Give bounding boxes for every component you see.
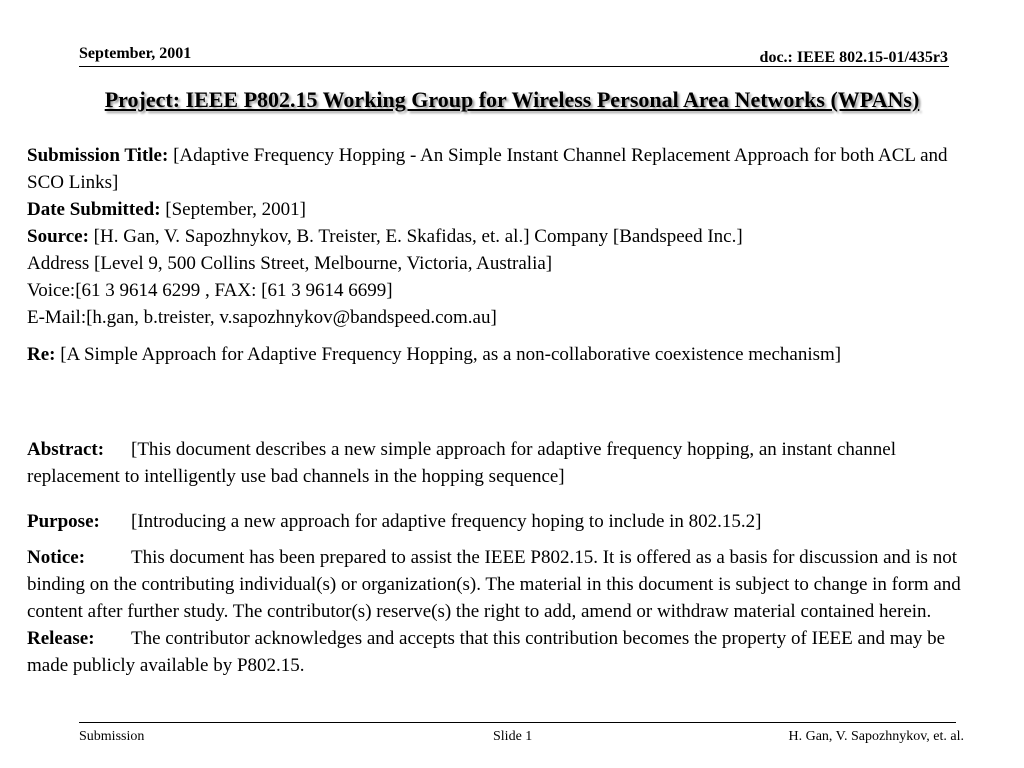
source-value: [H. Gan, V. Sapozhnykov, B. Treister, E. Skafidas, et. al.] Company [Bandspeed Inc.] [93,226,743,247]
submission-info-block [27,142,987,331]
date-submitted-value: [September, 2001] [165,199,306,220]
header-divider [79,66,949,67]
notice-value: This document has been prepared to assist the IEEE P802.15. It is offered as a basis for discussion and is not binding on the contributing individual(s) or organization(s). The material in this document is subject to change in form and content after further study. The contributor(s) reserve(s) the right to add, amend or withdraw material contained herein. [27,547,961,622]
purpose-value: [Introducing a new approach for adaptive frequency hoping to include in 802.15.2] [131,511,762,532]
footer-authors: H. Gan, V. Sapozhnykov, et. al. [788,729,964,744]
re-value: [A Simple Approach for Adaptive Frequency Hopping, as a non-collaborative coexistence mechanism] [60,344,842,365]
email-line: E-Mail:[h.gan, b.treister, v.sapozhnykov@bandspeed.com.au] [27,307,497,328]
header-doc-id: doc.: IEEE 802.15-01/435r3 [759,49,948,66]
notice-label: Notice: [27,547,86,568]
header-date: September, 2001 [79,45,192,62]
footer-submission: Submission [79,729,145,744]
footer-slide-number: Slide 1 [493,729,533,744]
abstract-block [27,436,987,490]
submission-title-value: [Adaptive Frequency Hopping - An Simple Instant Channel Replacement Approach for both ACL and SCO Links] [27,145,948,193]
release-label: Release: [27,628,95,649]
notice-line [27,544,987,625]
re-label: Re: [27,344,56,365]
notice-release-block [27,544,987,679]
re-block [27,341,987,368]
voice-fax-line: Voice:[61 3 9614 6299 , FAX: [61 3 9614 6699] [27,280,393,301]
footer-divider [79,722,956,723]
release-line [27,625,987,679]
date-submitted-line [27,196,987,223]
purpose-label: Purpose: [27,511,100,532]
abstract-line [27,436,987,490]
abstract-value: [This document describes a new simple approach for adaptive frequency hopping, an instant channel replacement to intelligently use bad channels in the hopping sequence] [27,439,897,487]
abstract-label: Abstract: [27,439,105,460]
address-line: Address [Level 9, 500 Collins Street, Melbourne, Victoria, Australia] [27,253,553,274]
source-label: Source: [27,226,89,247]
date-submitted-label: Date Submitted: [27,199,161,220]
submission-title-label: Submission Title: [27,145,169,166]
submission-title-line [27,142,987,196]
project-title: Project: IEEE P802.15 Working Group for Wireless Personal Area Networks (WPANs) [104,87,920,112]
purpose-block [27,508,987,535]
release-value: The contributor acknowledges and accepts that this contribution becomes the property of IEEE and may be made publicly available by P802.15. [27,628,946,676]
source-line [27,223,987,250]
re-line [27,341,987,368]
purpose-line [27,508,987,535]
